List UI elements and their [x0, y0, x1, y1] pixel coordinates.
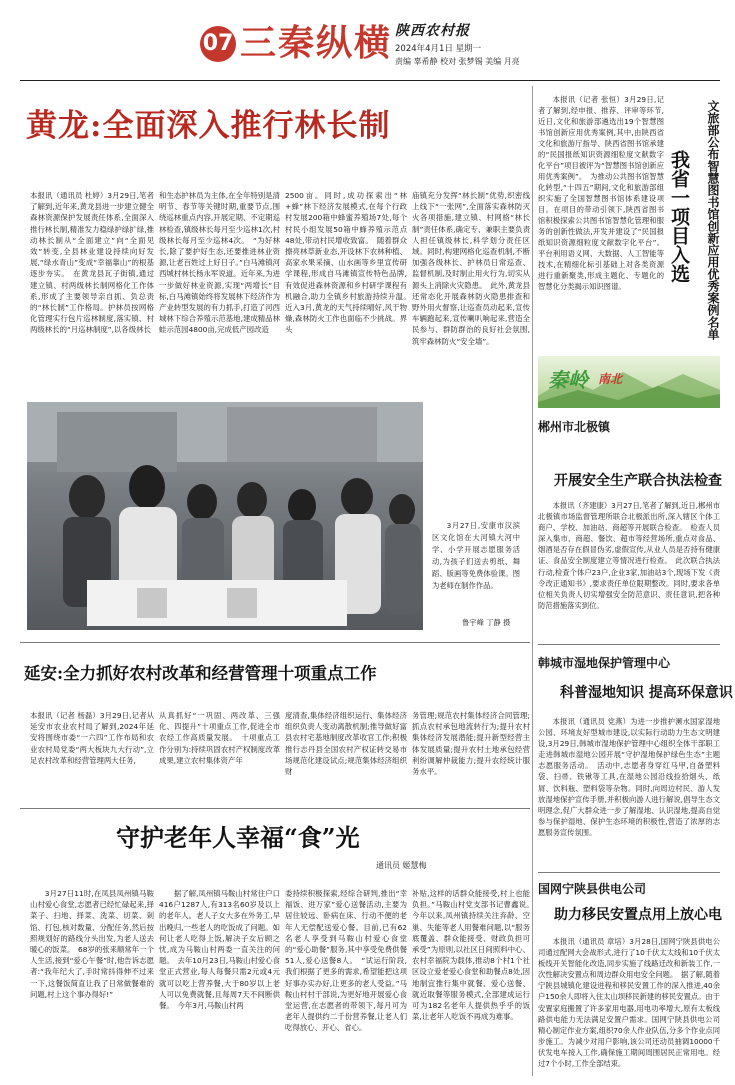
photo-credit: 鲁宇峰 丁静 摄 — [462, 618, 511, 627]
elderly-headline: 守护老年人幸福“食”光 — [116, 823, 360, 852]
rule-after-hancheng — [538, 872, 720, 873]
ningshan-body-text: 本报讯（通讯员 章培）3月28日,国网宁陕县供电公司通过配网大会战形式,进行了10千伏太太线和10千伏太板线开关智能化改造,同步实施了线路迁改和新装工作,一次性解决安置点和周边群众用电安全问题。 据了解,随着宁陕县城镇化建设进程和移民安置工作的深入推进,40余户150余人即将入住太山坝移民新建的移民安置点。由于安置家庭搬置了许多家用电器,用电功率增大,原有太板线路供电能力无法满足安置户需求。国网宁陕县供电公司精心制定作业方案,组织70余人作业队伍,分多个作业点同步施工。为减少对用户影响,该公司还动员抽调10000千伏发电车接入工作,确保施工期间周围居民正常用电。经过7个小时,工作全部结束。 — [538, 937, 720, 1069]
huanglong-col-2 — [159, 190, 280, 390]
yanan-col-3 — [285, 710, 407, 802]
elderly-col-3 — [285, 888, 407, 1076]
elderly-col-4-text: 补贴,这样的话群众能接受,村上也能负担。”马鞍山村党支部书记曹鑫说。 今年以来,凤州镇持续关注弃龄、空巢、失能等老人用餐难问题,以“服务底覆盖、群众能接受、财政负担可承受”为原则,以社区日间照料中心、农村幸福院为载体,推动8个村1个社区设立爱老爱心食堂和助餐点8处,因地制宜推行集中就餐、爱心送餐、就近取餐等服务模式,全部建成运行可为182名老年人提供热乎乎的饭菜,让老年人吃饭不再成为难事。 — [412, 889, 530, 1022]
huanglong-col-2-text: 和生态护林员为主体,在全年特别是清明节、春节等关键时期,重要节点,围绕巡林重点内容,开展定期、不定期巡林检查,镇级林长每月至少巡林1次,村级林长每月至少巡林4次。 “为好林长,除了要护好生态,还要推进林业资源,让老百姓过上好日子。”白马滩镇河西城村林长杨永军说道。近年来,为进一步做好林业资源,实现“两增长”目标,白马滩镇始终将发展林下经济作为产业转型发展的有力抓手,打造了河西城林下综合养殖示范基地,建成精品林蛙示范园4800亩,完成低产园改造 — [159, 191, 280, 335]
huanglong-col-4 — [412, 190, 530, 390]
binzhou-body — [538, 500, 720, 636]
elderly-col-4 — [412, 888, 530, 1076]
elderly-col-1 — [30, 888, 154, 1076]
date-line: 2024年4月1日 星期一 — [395, 44, 482, 54]
photo-caption-text: 3月27日,安康市汉滨区文化馆在大河镇大河中学、小学开展志愿服务活动,为孩子们送去剪纸、舞蹈、版画等免费体验课。图为老师在制作作品。 — [432, 521, 520, 590]
ningshan-headline: 助力移民安置点用上放心电 — [554, 907, 722, 923]
qinling-banner — [538, 356, 720, 408]
elderly-col-2-text: 据了解,凤州镇马鞍山村常住户口416户1287人,有313名60岁及以上的老年人。老人子女大多在外务工,早出晚归,一些老人的吃饭成了问题。如何让老人吃得上饭,解决子女后顾之忧,成为马鞍山村两委一直关注的问题。 去年10月23日,马鞍山村爱心食堂正式营业,每人每餐只需2元或4元就可以吃上营养餐,大于80岁以上老人可以免费就餐,且每周7天不间断供餐。 今年3月,马鞍山村两 — [159, 889, 280, 1011]
yanan-col-2-text: 从真抓好“一巩固、两改革、三强化、四提升”十项重点工作,促进全市农经工作高质量发展。 十项重点工作分别为:持续巩固农村产权制度改革成果,建立农村集体资产年 — [159, 711, 280, 765]
yanan-col-2 — [159, 710, 280, 802]
rule-after-binzhou — [538, 644, 720, 645]
paper-name-logo: 陕西农村报 — [395, 23, 470, 39]
wenlv-body-text: 本报讯（记者 张恒）3月29日,记者了解到,经申报、推荐、评审等环节,近日,文化和旅游部遴选出19个智慧图书馆创新应用优秀案例,其中,由陕西省文化和旅游厅指导、陕西省图书馆承建的“民国报纸知识资源细粒度文献数字化平台”项目被评为“智慧图书馆创新应用优秀案例”。 为推动公共图书馆智慧化转型,“十四五”期间,文化和旅游部组织实施了全国智慧图书馆体系建设项目。在项目的带动引领下,陕西省图书馆积极探索公共图书馆智慧化管理和服务的创新性做法,开发并建设了“民国报纸知识资源细粒度文献数字化平台”。平台利用语义网、大数据、人工智能等技术,在精细化标引基础上对各类资源进行重新聚类,形成主题化、专题化的智慧化分类揭示知识图谱。 — [538, 95, 664, 291]
hancheng-headline: 科普湿地知识 提高环保意识 — [560, 685, 733, 701]
yanan-col-1 — [30, 710, 154, 802]
right-column-divider — [532, 86, 533, 1076]
photo-illustration — [27, 402, 423, 630]
section-title: 三秦纵横 — [240, 22, 393, 64]
elderly-col-1-text: 3月27日11时,在凤县凤州镇马鞍山村爱心食堂,志愿者已经忙碌起来,择菜子、扫地、择菜、洗菜、切菜、剁馅、打包,核对数量、分配任务,然后按照规划好的路线分头出发,为老人送去暖心的饭菜。 68岁的张来顺常年一个人生活,接到“爱心午餐”时,他告诉志愿者:“我年纪大了,手时常抖得伸不过来一下,这餐饭简直让我了日常做餐难的问题,村上这个事办得好!” — [30, 889, 154, 999]
news-photo — [27, 402, 423, 630]
huanglong-col-1 — [30, 190, 154, 390]
huanglong-col-4-text: 庙镇充分发挥“林长制”优势,织密线上线下“一张网”,全面落实森林防灭火各项措施,建立镇、村网格“林长制”责任体系,确定专、兼职主要负责人担任镇级林长,科学划分责任区域。同时,构建网格化巡查机制,不断加强各级林长、护林员日常巡查、监督机制,及时制止用火行为,切实从源头上消除火灾隐患。 此外,黄龙县还常态化开展森林防火隐患排查和野外用火督察,让巡查员动起来,宣传车辆跑起来,宣传喇叭响起来,营造全民参与、群防群治的良好社会氛围,筑牢森林防火“安全墙”。 — [412, 191, 530, 346]
huanglong-col-1-text: 本报讯（通讯员 杜婷）3月29日,笔者了解到,近年来,黄龙县进一步建立健全森林资源保护发展责任体系,全面深入推行林长制,精准发力稳绿护绿扩绿,推动林长制从“全面建立”向“全面见效”转变,全县林业建设持续向好发展,“绿水青山”变成“幸福靠山”的根基逐步夯实。 在黄龙县瓦子街镇,通过建立镇、村两级林长制网格化工作体系,形成了主要领导亲自抓、负总责的“林长制”工作格局。护林员按网格化管理实行包片巡林制度,落实镇、村两级林长的“月巡林制度”,以各级林长 — [30, 191, 154, 335]
banner-brand-green: 秦岭 — [548, 368, 588, 392]
page-number-badge: 07 — [200, 26, 236, 62]
masthead-rule — [20, 80, 720, 81]
yanan-col-3-text: 度清查,集体经济组织运行、集体经济组织负责人变动离散机制;推导做好富县农村宅基地制度改革收官工作;积极推行志丹县全国农村产权证转交易市场规范化建设试点;规范集体经济组织财 — [285, 711, 407, 777]
huanglong-col-3 — [285, 190, 407, 390]
photo-caption — [432, 520, 520, 616]
hancheng-subtitle: 韩城市湿地保护管理中心 — [538, 656, 671, 670]
yanan-headline: 延安:全力抓好农村改革和经营管理十项重点工作 — [24, 664, 377, 683]
hancheng-body — [538, 716, 720, 866]
ningshan-body — [538, 936, 720, 1076]
ningshan-subtitle: 国网宁陕县供电公司 — [538, 882, 647, 896]
elderly-col-2 — [159, 888, 280, 1076]
wenlv-headline-top: 文旅部公布智慧图书馆创新应用优秀案例名单 — [706, 100, 720, 340]
wenlv-headline-main: 我省一项目入选 — [668, 150, 690, 283]
binzhou-subtitle: 郴州市北极镇 — [538, 420, 611, 434]
hancheng-body-text: 本报讯（通讯员 党燕）为进一步推护濒水国家湿地公园、环境友好型城市建设,以实际行动助力生态文明建设,3月29日,韩城市湿地保护管理中心组织全体干部职工走进韩城市湿地公园开展“守护湿地保护绿色生态”主题志愿服务活动。 活动中,志愿者身穿红马甲,自备塑料袋、扫帚、铁锹等工具,在湿地公园沿线捡拾烟头、纸屑、饮料瓶、塑料袋等杂物。同时,向周边村民、游人发放湿地保护宣传手册,并积极向游人进行解说,倡导生态文明理念,促广大群众进一步了解湿地、认识湿地,提高自觉参与保护湿地、保护生态环境的积极性,营造了浓厚的志愿服务宣传氛围。 — [538, 717, 720, 837]
editors-line: 责编 辜希静 校对 张梦锡 美编 月亮 — [395, 57, 520, 66]
yanan-col-4 — [412, 710, 530, 802]
binzhou-headline: 开展安全生产联合执法检查 — [554, 473, 722, 489]
binzhou-body-text: 本报讯（齐建康）3月27日,笔者了解到,近日,郴州市北极镇市场监督管理所联合北极派出所,深入辖区个体工商户、学校、加油站、商超等开展联合检查。 检查人员深入集市、商超、餐饮、超市等经营场所,重点对食品、烟酒是否存在假冒伪劣,虚假宣传,从业人员是否持有健康证、食品安全制度建立等情况进行检查。 此次联合执法行动,检查个体户23户,企业3家,加油站3个,现场下发《责令改正通知书》,要求责任单位限期整改。同时,要求各单位相关负责人切实增强安全防范意识、责任意识,把各种防范措施落实到位。 — [538, 501, 720, 610]
huanglong-col-3-text: 2500亩。同时,成功探索出“林+蜂”林下经济发展模式,在每个行政村发展200箱中蜂蜜养殖场7处,每个村民小组发展50箱中蜂养殖示范点48处,带动村民增收致富。 随着群众擦亮林草新业态,开设林下农林种植、高家水果采摘、山水画等乡里宣传研学课程,形成自马滩镇宣传特色品牌,有效促进森林资源和乡村研学课程有机融合,助力全镇乡村旅游持续升温。 近入3月,黄龙的天气持续晴好,风干物燥,森林防火工作也面临不少挑战。界头 — [285, 191, 407, 335]
elderly-col-3-text: 委持续积极探索,经综合研判,推出“幸福饭、进万家”爱心送餐活动,主要为居住较远、卧病在床、行动不便的老年人无偿配送爱心餐。目前,已有62名老人享受到马鞍山村爱心食堂的“爱心助餐”服务,其中享受免费供餐51人,爱心送餐8人。 “试运行阶段,我们根据了更多的需求,希望能把这项好事办实办好,让更多的老人受益。”马鞍山村村干部说,为更好地开展爱心食堂运营,在志愿者的带领下,每月可为老年人提供约二千份营养餐,让老人们吃得放心、开心、省心。 — [285, 889, 407, 1033]
rule-after-yanan — [20, 808, 530, 809]
rule-after-photo — [20, 642, 530, 643]
wenlv-body — [538, 94, 664, 348]
elderly-byline: 通讯员 姬慧梅 — [376, 861, 427, 870]
huanglong-headline: 黄龙:全面深入推行林长制 — [26, 108, 391, 144]
banner-brand-red: 南北 — [598, 372, 623, 386]
yanan-col-4-text: 务管理;规范农村集体经济合同管理;抓点农村承包地流转行为;提升农村集体经济发展潜能;提升新型经营主体发展质量;提升农村土地承包经营利纷调解仲裁能力;提升农经统计服务水平。 — [412, 711, 530, 777]
yanan-col-1-text: 本报讯（记者 杨磊）3月29日,记者从延安市农业农村局了解到,2024年延安将围绕市委“一六四”工作布局和农业农村局党委“两大板块九大行动”,立足农村改革和经营管理两大任务, — [30, 711, 154, 765]
